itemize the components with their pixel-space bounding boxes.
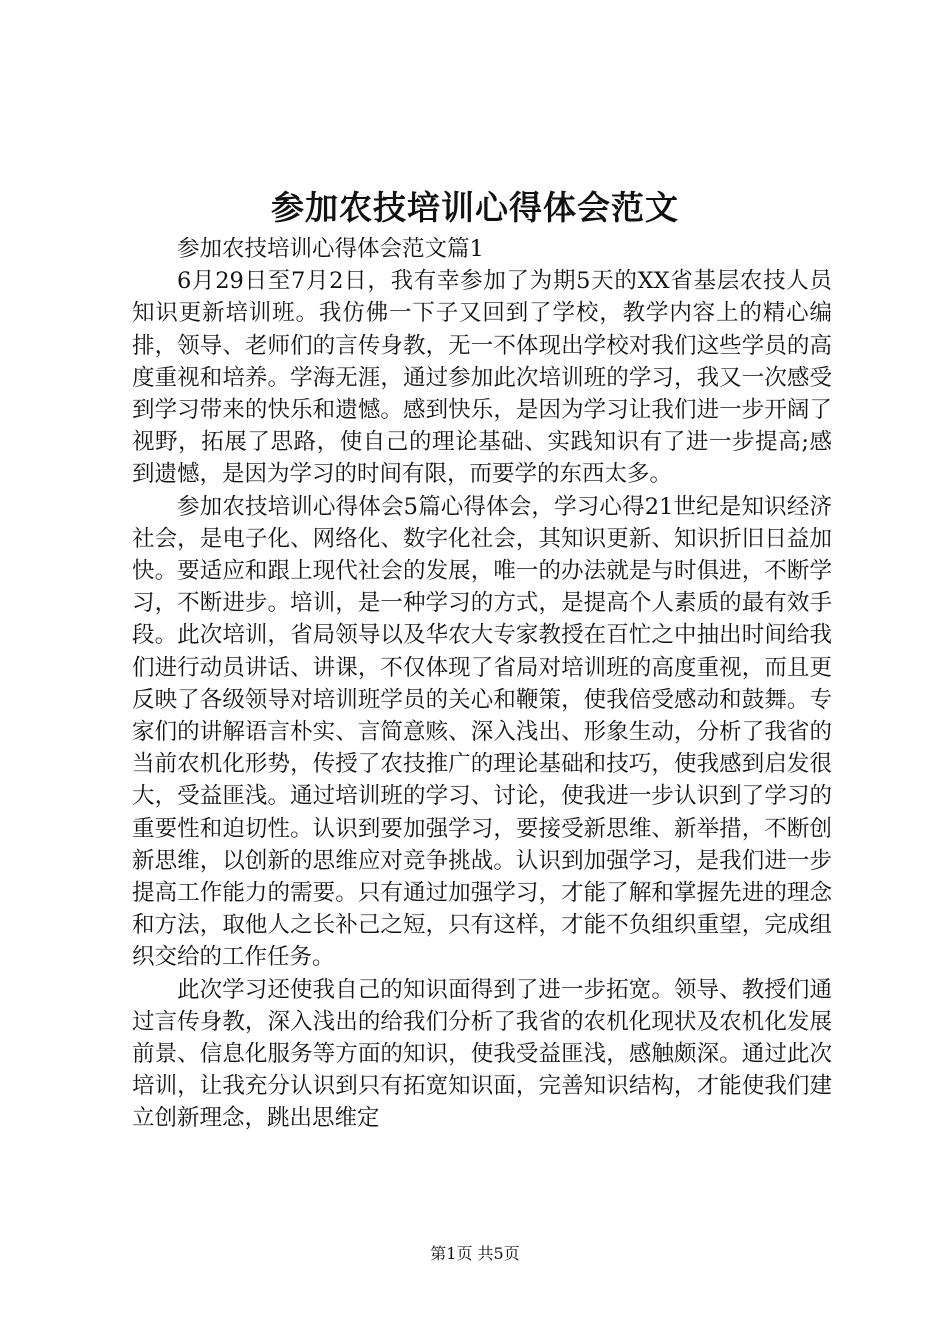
page-footer: 第1页 共5页 <box>430 1244 520 1263</box>
paragraph: 此次学习还使我自己的知识面得到了进一步拓宽。领导、教授们通过言传身教，深入浅出的给我们分析了我省的农机化现状及农机化发展前景、信息化服务等方面的知识，使我受益匪浅，感触颇深。通过此次培训，让我充分认识到只有拓宽知识面，完善知识结构，才能使我们建立创新理念，跳出思维定 <box>132 976 832 1132</box>
paragraph-subtitle: 参加农技培训心得体会范文篇1 <box>177 236 484 262</box>
paragraph: 6月29日至7月2日，我有幸参加了为期5天的XX省基层农技人员知识更新培训班。我仿佛一下子又回到了学校，教学内容上的精心编排，领导、老师们的言传身教，无一不体现出学校对我们这些学员的高度重视和培养。学海无涯，通过参加此次培训班的学习，我又一次感受到学习带来的快乐和遗憾。感到快乐，是因为学习让我们进一步开阔了视野，拓展了思路，使自己的理论基础、实践知识有了进一步提高;感到遗憾，是因为学习的时间有限，而要学的东西太多。 <box>132 268 832 488</box>
paragraph: 参加农技培训心得体会5篇心得体会，学习心得21世纪是知识经济社会，是电子化、网络化、数字化社会，其知识更新、知识折旧日益加快。要适应和跟上现代社会的发展，唯一的办法就是与时俱进，不断学习，不断进步。培训，是一种学习的方式，是提高个人素质的最有效手段。此次培训，省局领导以及华农大专家教授在百忙之中抽出时间给我们进行动员讲话、讲课，不仅体现了省局对培训班的高度重视，而且更反映了各级领导对培训班学员的关心和鞭策，使我倍受感动和鼓舞。专家们的讲解语言朴实、言简意赅、深入浅出、形象生动，分析了我省的当前农机化形势，传授了农技推广的理论基础和技巧，使我感到启发很大，受益匪浅。通过培训班的学习、讨论，使我进一步认识到了学习的重要性和迫切性。认识到要加强学习，要接受新思维、新举措，不断创新思维，以创新的思维应对竞争挑战。认识到加强学习，是我们进一步提高工作能力的需要。只有通过加强学习，才能了解和掌握先进的理念和方法，取他人之长补己之短，只有这样，才能不负组织重望，完成组织交给的工作任务。 <box>132 493 832 971</box>
document-body <box>132 233 832 1135</box>
document-title: 参加农技培训心得体会范文 <box>271 188 679 227</box>
